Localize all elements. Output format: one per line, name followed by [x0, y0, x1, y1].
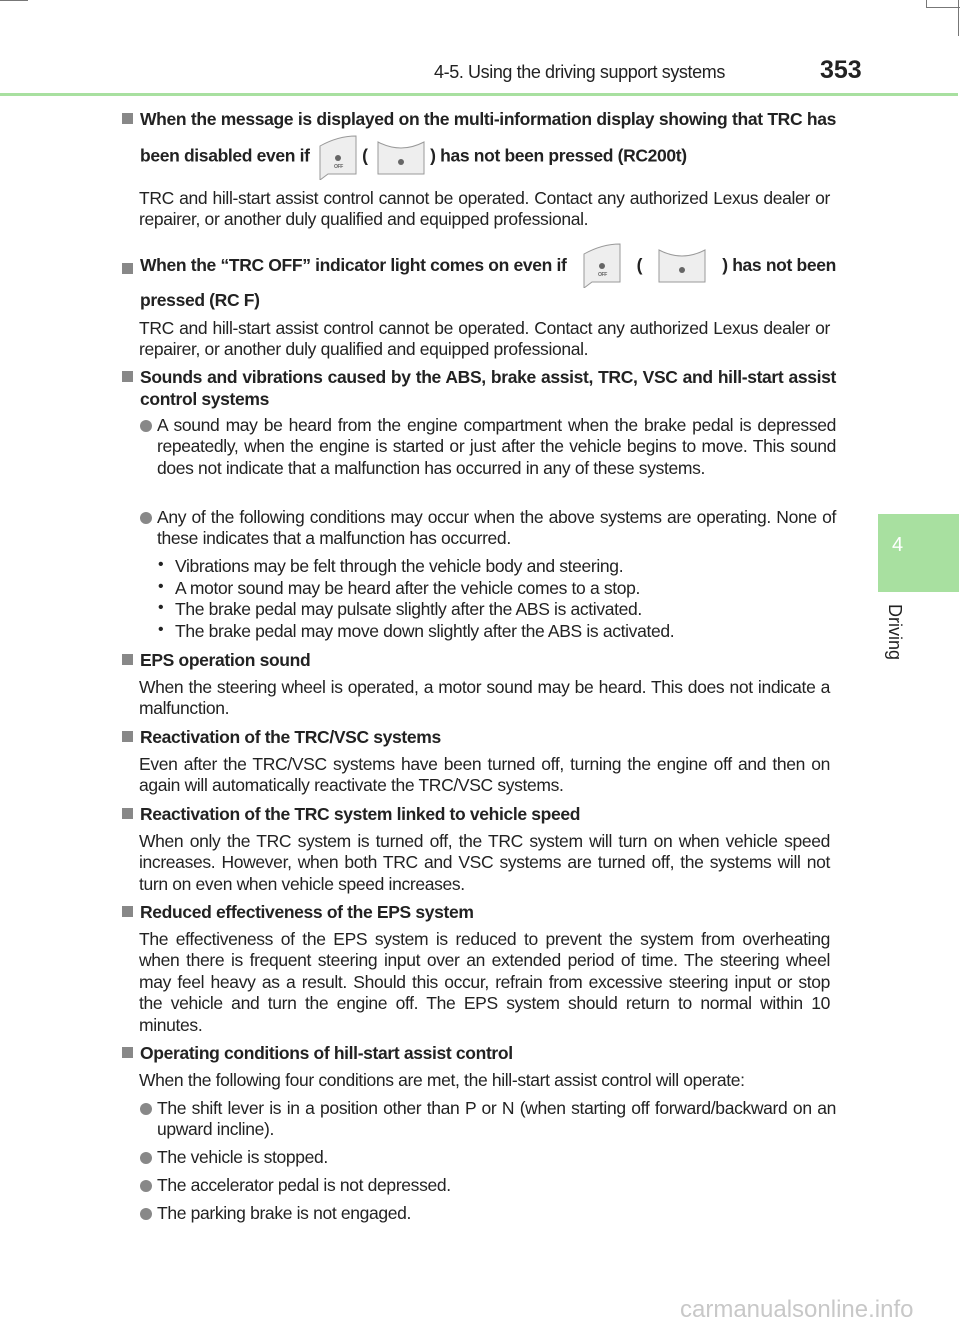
bullet-icon — [140, 1180, 152, 1192]
watermark: carmanualsonline.info — [680, 1296, 914, 1323]
section-header: 4-5. Using the driving support systems — [434, 62, 725, 82]
section-heading: Reactivation of the TRC/VSC systems — [140, 727, 441, 747]
section-heading: EPS operation sound — [140, 650, 311, 670]
crop-mark — [0, 0, 28, 1]
heading-text: ) has not been — [722, 255, 836, 275]
heading-square-icon — [122, 263, 133, 274]
page-number: 353 — [820, 56, 862, 84]
heading-text: When the “TRC OFF” indicator light comes on even if — [140, 255, 567, 275]
bullet-text: The accelerator pedal is not depressed. — [157, 1175, 451, 1195]
heading-text: ) has not been pressed (RC200t) — [430, 145, 687, 166]
bullet-icon — [140, 1103, 152, 1115]
vsc-off-switch-icon — [318, 134, 358, 180]
bullet-text: The shift lever is in a position other than P or N (when starting off forward/backward on an upward incline). — [157, 1098, 836, 1140]
heading-square-icon — [122, 654, 133, 665]
trc-switch-icon — [657, 242, 707, 288]
paragraph: TRC and hill-start assist control cannot be operated. Contact any authorized Lexus dealer or repairer, or another duly qualified and equipped professional. — [139, 318, 830, 360]
sub-bullet-text: A motor sound may be heard after the vehicle comes to a stop. — [175, 578, 641, 598]
heading-text: been disabled even if — [140, 145, 310, 166]
heading-square-icon — [122, 113, 133, 124]
section-heading — [140, 242, 836, 288]
bullet-text: Any of the following conditions may occur when the above systems are operating. None of these indicates that a malfunction has occurred. — [157, 507, 836, 549]
svg-text:OFF: OFF — [597, 272, 607, 278]
bullet-text: The vehicle is stopped. — [157, 1147, 328, 1167]
paragraph: When only the TRC system is turned off, the TRC system will turn on when vehicle speed increases. However, when both TRC and VSC systems are turned off, the systems will not turn on even when vehicle speed increases. — [139, 831, 830, 894]
paragraph: Even after the TRC/VSC systems have been turned off, turning the engine off and then on again will automatically reactivate the TRC/VSC systems. — [139, 754, 830, 796]
sub-bullet-icon: • — [158, 599, 164, 616]
paragraph: The effectiveness of the EPS system is reduced to prevent the system from overheating when there is frequent steering input over an extended period of time. The steering wheel may feel heavy as a result. Should this occur, refrain from excessive steering input or stop the vehicle and turn the engine off. The EPS system should return to normal within 10 minutes. — [139, 929, 830, 1035]
sub-bullet-icon: • — [158, 578, 164, 595]
bullet-text: A sound may be heard from the engine compartment when the brake pedal is depressed repeatedly, when the engine is started or just after the vehicle begins to move. This sound does not indicate that a malfunction has occurred in any of these systems. — [157, 415, 836, 478]
sub-bullet-icon: • — [158, 556, 164, 573]
paragraph: When the following four conditions are met, the hill-start assist control will operate: — [139, 1070, 745, 1090]
section-heading: When the message is displayed on the multi-information display showing that TRC has — [140, 109, 836, 129]
paragraph: TRC and hill-start assist control cannot be operated. Contact any authorized Lexus dealer or repairer, or another duly qualified and equipped professional. — [139, 188, 830, 230]
heading-text: ( — [636, 255, 643, 275]
section-heading-cont — [140, 134, 687, 180]
vsc-off-switch-icon — [582, 242, 622, 288]
sub-bullet-text: The brake pedal may move down slightly after the ABS is activated. — [175, 621, 675, 641]
sub-bullet-text: Vibrations may be felt through the vehicle body and steering. — [175, 556, 624, 576]
bullet-icon — [140, 1152, 152, 1164]
heading-square-icon — [122, 371, 133, 382]
sub-bullet-text: The brake pedal may pulsate slightly after the ABS is activated. — [175, 599, 642, 619]
section-heading-cont: pressed (RC F) — [140, 290, 260, 310]
heading-text: ( — [362, 145, 368, 166]
bullet-icon — [140, 512, 152, 524]
header-rule — [0, 93, 958, 96]
section-heading: Sounds and vibrations caused by the ABS, brake assist, TRC, VSC and hill-start assist control systems — [140, 367, 836, 409]
paragraph: When the steering wheel is operated, a motor sound may be heard. This does not indicate a malfunction. — [139, 677, 830, 719]
heading-square-icon — [122, 731, 133, 742]
crop-mark — [958, 0, 959, 36]
chapter-tab[interactable] — [878, 514, 959, 592]
heading-square-icon — [122, 808, 133, 819]
chapter-number: 4 — [892, 534, 904, 556]
sub-bullet-icon: • — [158, 621, 164, 638]
heading-square-icon — [122, 1047, 133, 1058]
section-heading: Reactivation of the TRC system linked to vehicle speed — [140, 804, 581, 824]
crop-mark — [926, 7, 960, 8]
trc-switch-icon — [376, 134, 426, 180]
section-heading: Operating conditions of hill-start assist control — [140, 1043, 513, 1063]
chapter-title: Driving — [885, 604, 905, 661]
bullet-icon — [140, 420, 152, 432]
section-heading: Reduced effectiveness of the EPS system — [140, 902, 474, 922]
svg-text:OFF: OFF — [334, 164, 344, 170]
bullet-icon — [140, 1208, 152, 1220]
heading-square-icon — [122, 906, 133, 917]
bullet-text: The parking brake is not engaged. — [157, 1203, 412, 1223]
